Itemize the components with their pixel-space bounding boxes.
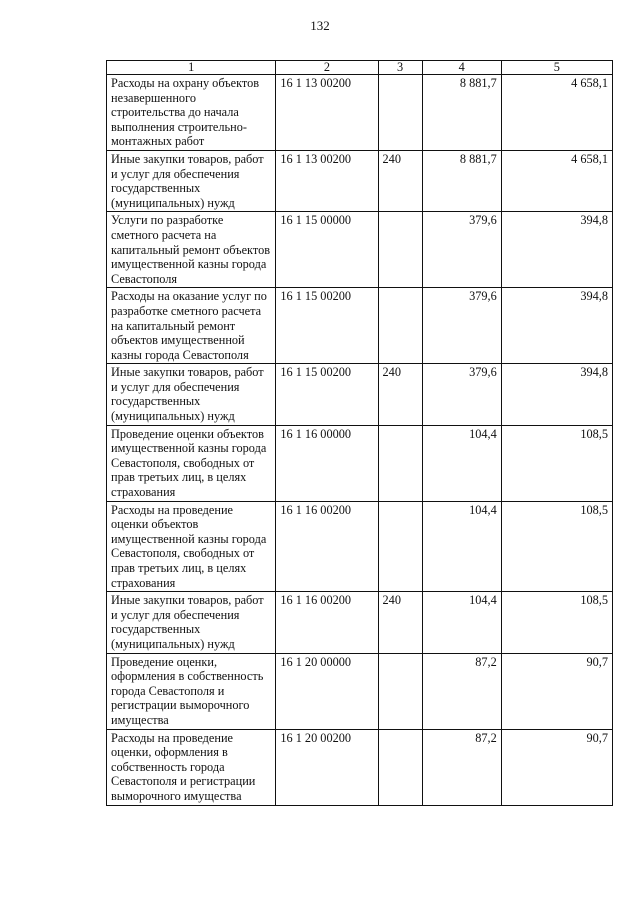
row-amount-year-1: 379,6 bbox=[422, 364, 501, 425]
row-expense-type: 240 bbox=[378, 592, 422, 653]
row-expense-type bbox=[378, 212, 422, 288]
row-amount-year-2: 4 658,1 bbox=[501, 75, 612, 151]
row-expense-type: 240 bbox=[378, 364, 422, 425]
column-header: 4 bbox=[422, 61, 501, 75]
table-header-row bbox=[107, 61, 613, 75]
row-target-code: 16 1 15 00200 bbox=[276, 288, 378, 364]
row-expense-type: 240 bbox=[378, 150, 422, 211]
row-expense-type bbox=[378, 501, 422, 592]
row-amount-year-2: 108,5 bbox=[501, 501, 612, 592]
column-header: 5 bbox=[501, 61, 612, 75]
row-amount-year-1: 87,2 bbox=[422, 653, 501, 729]
table-row bbox=[107, 592, 613, 653]
row-amount-year-1: 104,4 bbox=[422, 501, 501, 592]
row-amount-year-2: 394,8 bbox=[501, 364, 612, 425]
table-row bbox=[107, 212, 613, 288]
row-expense-type bbox=[378, 288, 422, 364]
row-target-code: 16 1 13 00200 bbox=[276, 150, 378, 211]
row-amount-year-1: 104,4 bbox=[422, 592, 501, 653]
column-header: 3 bbox=[378, 61, 422, 75]
table-row bbox=[107, 150, 613, 211]
table-row bbox=[107, 288, 613, 364]
row-target-code: 16 1 13 00200 bbox=[276, 75, 378, 151]
row-amount-year-1: 104,4 bbox=[422, 425, 501, 501]
row-amount-year-1: 379,6 bbox=[422, 288, 501, 364]
row-amount-year-2: 394,8 bbox=[501, 212, 612, 288]
row-description: Услуги по разработке сметного расчета на капитальный ремонт объектов имущественной казны города Севастополя bbox=[107, 212, 276, 288]
row-expense-type bbox=[378, 653, 422, 729]
column-header: 1 bbox=[107, 61, 276, 75]
row-expense-type bbox=[378, 425, 422, 501]
row-description: Расходы на проведение оценки объектов имущественной казны города Севастополя, свободных от прав третьих лиц, в целях страхования bbox=[107, 501, 276, 592]
row-amount-year-1: 379,6 bbox=[422, 212, 501, 288]
row-amount-year-1: 8 881,7 bbox=[422, 75, 501, 151]
row-description: Иные закупки товаров, работ и услуг для обеспечения государственных (муниципальных) нужд bbox=[107, 592, 276, 653]
row-description: Расходы на оказание услуг по разработке сметного расчета на капитальный ремонт объектов имущественной казны города Севастополя bbox=[107, 288, 276, 364]
row-amount-year-1: 8 881,7 bbox=[422, 150, 501, 211]
row-target-code: 16 1 16 00000 bbox=[276, 425, 378, 501]
column-header: 2 bbox=[276, 61, 378, 75]
row-description: Иные закупки товаров, работ и услуг для обеспечения государственных (муниципальных) нужд bbox=[107, 364, 276, 425]
page-number: 132 bbox=[310, 18, 330, 33]
budget-table bbox=[106, 60, 613, 806]
row-amount-year-2: 4 658,1 bbox=[501, 150, 612, 211]
row-expense-type bbox=[378, 75, 422, 151]
table-row bbox=[107, 653, 613, 729]
row-target-code: 16 1 16 00200 bbox=[276, 501, 378, 592]
row-amount-year-2: 90,7 bbox=[501, 729, 612, 805]
row-target-code: 16 1 15 00200 bbox=[276, 364, 378, 425]
row-target-code: 16 1 20 00200 bbox=[276, 729, 378, 805]
row-description: Проведение оценки, оформления в собственность города Севастополя и регистрации выморочного имущества bbox=[107, 653, 276, 729]
table-row bbox=[107, 425, 613, 501]
table-row bbox=[107, 364, 613, 425]
row-target-code: 16 1 15 00000 bbox=[276, 212, 378, 288]
row-target-code: 16 1 20 00000 bbox=[276, 653, 378, 729]
row-amount-year-2: 90,7 bbox=[501, 653, 612, 729]
row-description: Проведение оценки объектов имущественной казны города Севастополя, свободных от прав третьих лиц, в целях страхования bbox=[107, 425, 276, 501]
table-row bbox=[107, 75, 613, 151]
row-expense-type bbox=[378, 729, 422, 805]
row-description: Иные закупки товаров, работ и услуг для обеспечения государственных (муниципальных) нужд bbox=[107, 150, 276, 211]
row-target-code: 16 1 16 00200 bbox=[276, 592, 378, 653]
table-row bbox=[107, 729, 613, 805]
row-description: Расходы на проведение оценки, оформления в собственность города Севастополя и регистрации выморочного имущества bbox=[107, 729, 276, 805]
row-amount-year-1: 87,2 bbox=[422, 729, 501, 805]
row-amount-year-2: 394,8 bbox=[501, 288, 612, 364]
row-amount-year-2: 108,5 bbox=[501, 592, 612, 653]
row-description: Расходы на охрану объектов незавершенного строительства до начала выполнения строительно-монтажных работ bbox=[107, 75, 276, 151]
row-amount-year-2: 108,5 bbox=[501, 425, 612, 501]
table-row bbox=[107, 501, 613, 592]
